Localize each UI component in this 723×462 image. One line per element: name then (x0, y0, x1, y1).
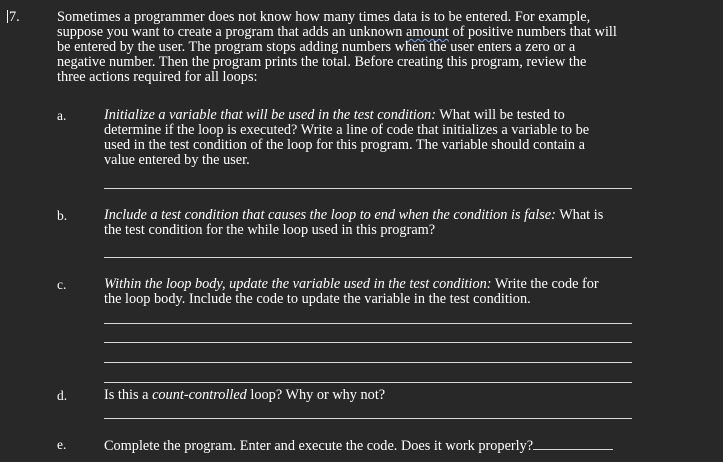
item-a-line: used in the test condition of the loop for this program. The variable should contain a (104, 137, 585, 153)
item-a-text (104, 108, 644, 168)
item-e-text (104, 437, 704, 454)
intro-line: negative number. Then the program prints the total. Before creating this program, review the (57, 54, 587, 70)
item-a-line: determine if the loop is executed? Write a line of code that initializes a variable to be (104, 122, 590, 138)
item-d-post: loop? Why or why not? (246, 387, 386, 403)
answer-line-c-2[interactable] (104, 342, 632, 343)
intro-line (57, 25, 657, 40)
answer-line-a[interactable] (104, 188, 632, 189)
item-e-body: Complete the program. Enter and execute the code. Does it work properly? (104, 438, 534, 454)
item-b-line: the test condition for the while loop used in this program? (104, 222, 436, 238)
item-d-italic: count-controlled (152, 387, 247, 403)
text-cursor (7, 10, 8, 23)
item-c-line: the loop body. Include the code to update the variable in the test condition. (104, 291, 531, 307)
spellcheck-word[interactable]: amount (406, 24, 449, 40)
item-a-letter: a. (57, 108, 67, 123)
item-d-pre: Is this a (104, 387, 153, 403)
item-d-line (104, 388, 644, 403)
question-intro (57, 10, 657, 85)
item-e-letter: e. (57, 437, 67, 452)
item-a-line (104, 108, 644, 123)
item-c-rest: Write the code for (491, 276, 599, 292)
intro-line: Sometimes a programmer does not know how many times data is to be entered. For example, (57, 9, 591, 25)
question-number: 7. (9, 9, 20, 25)
answer-line-c-3[interactable] (104, 362, 632, 363)
item-b-line (104, 208, 644, 223)
intro-line: be entered by the user. The program stops adding numbers when the user enters a zero or a (57, 39, 576, 55)
intro-line-start: suppose you want to create a program that adds an unknown (57, 24, 406, 40)
answer-line-c-1[interactable] (104, 323, 632, 324)
item-b-letter: b. (57, 208, 68, 223)
item-a-lead: Initialize a variable that will be used in the test condition: (104, 107, 436, 123)
answer-line-b[interactable] (104, 257, 632, 258)
item-c-letter: c. (57, 277, 67, 292)
item-a-rest: What will be tested to (435, 107, 565, 123)
item-a-line: value entered by the user. (104, 152, 250, 168)
answer-line-d[interactable] (104, 418, 632, 419)
item-e-line (104, 437, 704, 454)
item-b-lead: Include a test condition that causes the loop to end when the condition is false: (104, 207, 556, 223)
item-d-letter: d. (57, 388, 68, 403)
item-c-lead: Within the loop body, update the variable used in the test condition: (104, 276, 492, 292)
intro-line-end: of positive numbers that will (448, 24, 617, 40)
intro-line: three actions required for all loops: (57, 69, 258, 85)
answer-line-c-4[interactable] (104, 382, 632, 383)
item-c-text (104, 277, 644, 307)
answer-blank-e[interactable] (533, 437, 613, 450)
item-c-line (104, 277, 644, 292)
item-b-rest: What is (555, 207, 604, 223)
item-d-text (104, 388, 644, 403)
item-b-text (104, 208, 644, 238)
